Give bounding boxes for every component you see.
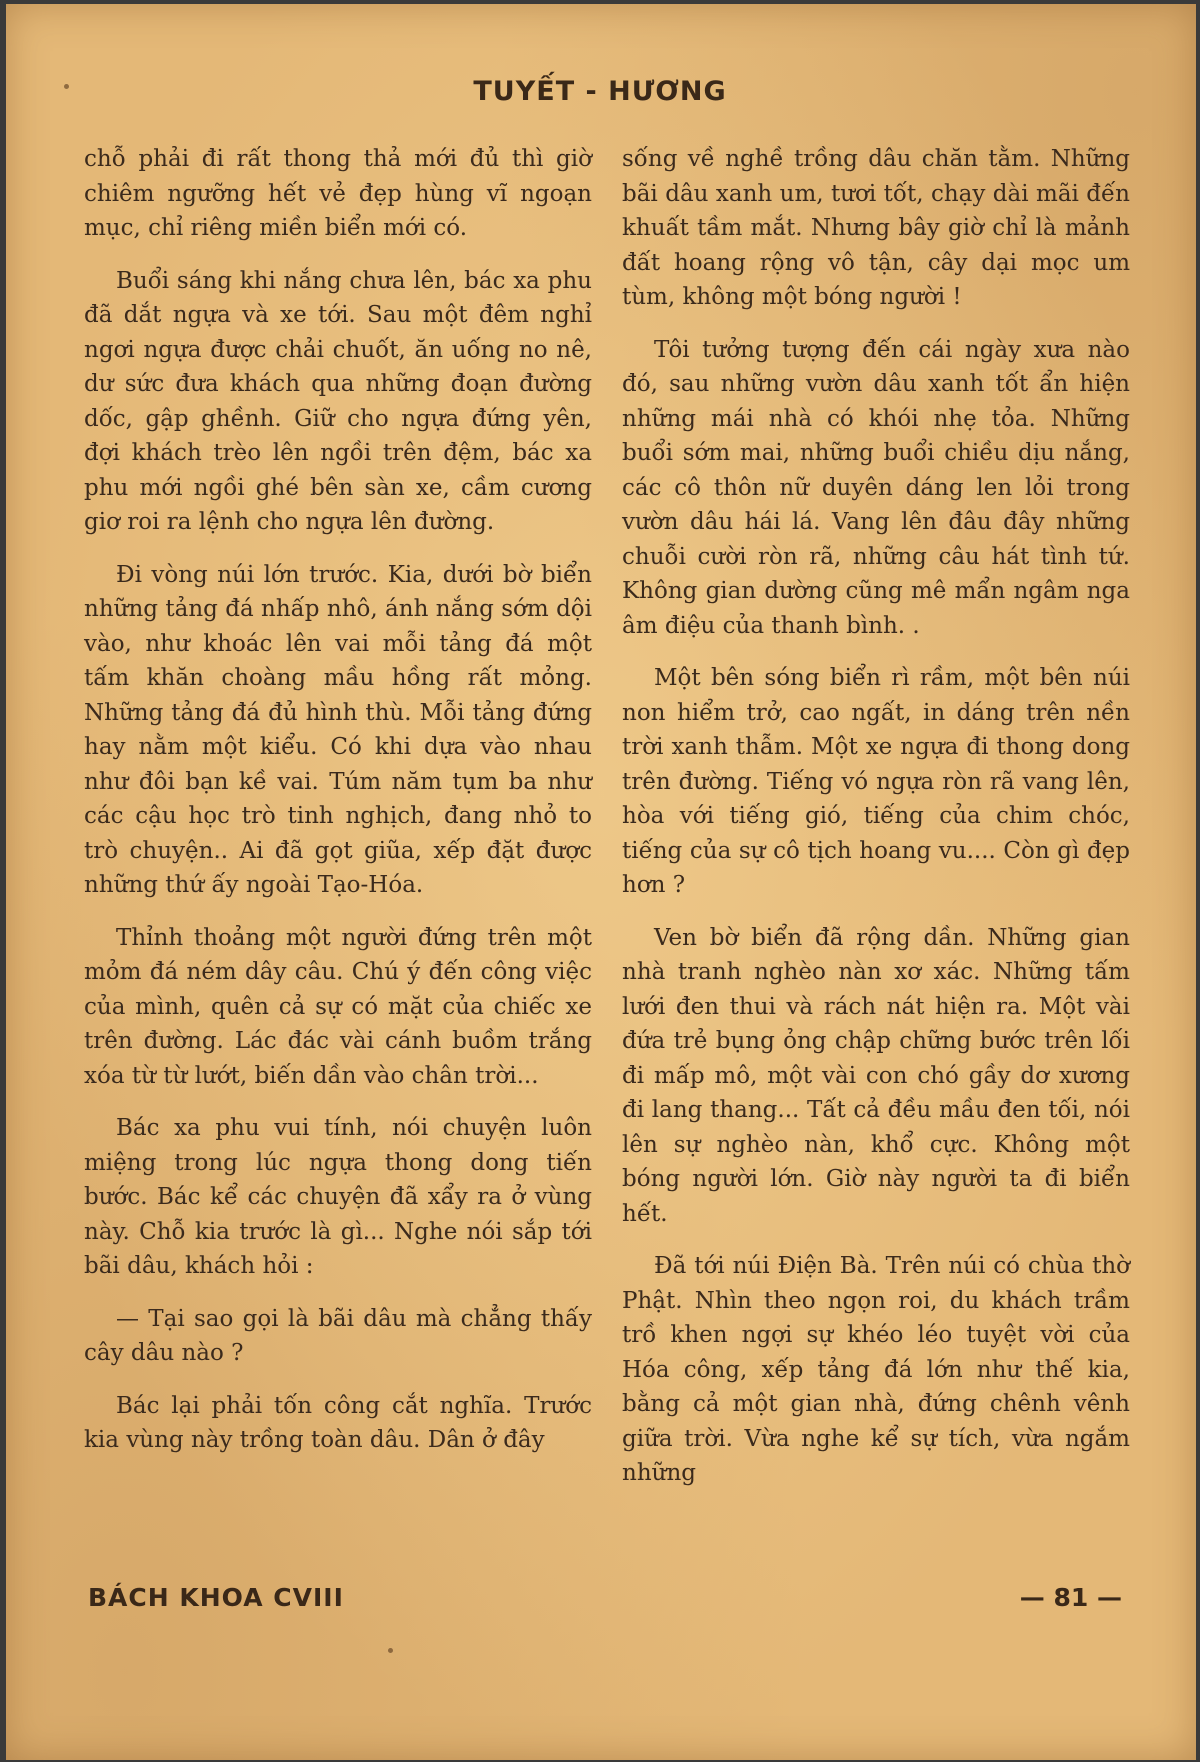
paragraph: sống về nghề trồng dâu chăn tằm. Những bãi dâu xanh um, tươi tốt, chạy dài mãi đến khuất tầm mắt. Nhưng bây giờ chỉ là mảnh đất hoang rộng vô tận, cây dại mọc um tùm, không một bóng người !: [622, 146, 1130, 310]
paragraph: Bác lại phải tốn công cắt nghĩa. Trước kia vùng này trồng toàn dâu. Dân ở đây: [84, 1392, 592, 1453]
paragraph: Đi vòng núi lớn trước. Kia, dưới bờ biển những tảng đá nhấp nhô, ánh nắng sớm dội vào, như khoác lên vai mỗi tảng đá một tấm khăn choàng mầu hồng rất mỏng. Những tảng đá đủ hình thù. Mỗi tảng đứng hay nằm một kiểu. Có khi dựa vào nhau như đôi bạn kề vai. Túm năm tụm ba như các cậu học trò tinh nghịch, đang nhỏ to trò chuyện.. Ai đã gọt giũa, xếp đặt được những thứ ấy ngoài Tạo-Hóa.: [84, 561, 592, 898]
dialogue-paragraph: — Tại sao gọi là bãi dâu mà chẳng thấy cây dâu nào ?: [84, 1305, 592, 1366]
running-header: TUYẾT - HƯƠNG: [473, 76, 727, 107]
paragraph: Đã tới núi Điện Bà. Trên núi có chùa thờ Phật. Nhìn theo ngọn roi, du khách trầm trồ khen ngợi sự khéo léo tuyệt vời của Hóa công, xếp tảng đá lớn như thế kia, bằng cả một gian nhà, đứng chênh vênh giữa trời. Vừa nghe kể sự tích, vừa ngắm những: [622, 1253, 1130, 1486]
paragraph: Bác xa phu vui tính, nói chuyện luôn miệng trong lúc ngựa thong dong tiến bước. Bác kể các chuyện đã xẩy ra ở vùng này. Chỗ kia trước là gì... Nghe nói sắp tới bãi dâu, khách hỏi :: [84, 1115, 592, 1279]
paragraph: chỗ phải đi rất thong thả mới đủ thì giờ chiêm ngưỡng hết vẻ đẹp hùng vĩ ngoạn mục, chỉ riêng miền biển mới có.: [84, 146, 592, 241]
paragraph: Thỉnh thoảng một người đứng trên một mỏm đá ném dây câu. Chú ý đến công việc của mình, quên cả sự có mặt của chiếc xe trên đường. Lác đác vài cánh buồm trắng xóa từ từ lướt, biến dần vào chân trời...: [84, 924, 592, 1089]
left-column: [84, 142, 592, 1458]
paragraph: Tôi tưởng tượng đến cái ngày xưa nào đó, sau những vườn dâu xanh tốt ẩn hiện những mái nhà có khói nhẹ tỏa. Những buổi sớm mai, những buổi chiều dịu nắng, các cô thôn nữ duyên dáng len lỏi trong vườn dâu hái lá. Vang lên đâu đây những chuỗi cười ròn rã, những câu hát tình tứ. Không gian dường cũng mê mẩn ngâm nga âm điệu của thanh bình. .: [622, 336, 1130, 639]
paragraph: Một bên sóng biển rì rầm, một bên núi non hiểm trở, cao ngất, in dáng trên nền trời xanh thẫm. Một xe ngựa đi thong dong trên đường. Tiếng vó ngựa ròn rã vang lên, hòa với tiếng gió, tiếng của chim chóc, tiếng của sự cô tịch hoang vu.... Còn gì đẹp hơn ?: [622, 665, 1130, 898]
paragraph: Ven bờ biển đã rộng dần. Những gian nhà tranh nghèo nàn xơ xác. Những tấm lưới đen thui và rách nát hiện ra. Một vài đứa trẻ bụng ỏng chập chững bước trên lối đi mấp mô, một vài con chó gầy dơ xương đi lang thang... Tất cả đều mầu đen tối, nói lên sự nghèo nàn, khổ cực. Không một bóng người lớn. Giờ này người ta đi biển hết.: [622, 924, 1130, 1227]
publication-name: BÁCH KHOA CVIII: [88, 1583, 344, 1612]
paragraph: Buổi sáng khi nắng chưa lên, bác xa phu đã dắt ngựa và xe tới. Sau một đêm nghỉ ngơi ngựa được chải chuốt, ăn uống no nê, dư sức đưa khách qua những đoạn đường dốc, gập ghềnh. Giữ cho ngựa đứng yên, đợi khách trèo lên ngồi trên đệm, bác xa phu mới ngồi ghé bên sàn xe, cầm cương giơ roi ra lệnh cho ngựa lên đường.: [84, 267, 592, 535]
ink-speck: [388, 1648, 393, 1653]
right-column: [622, 142, 1130, 1491]
page-number: — 81 —: [1019, 1583, 1122, 1612]
ink-speck: [64, 84, 69, 89]
